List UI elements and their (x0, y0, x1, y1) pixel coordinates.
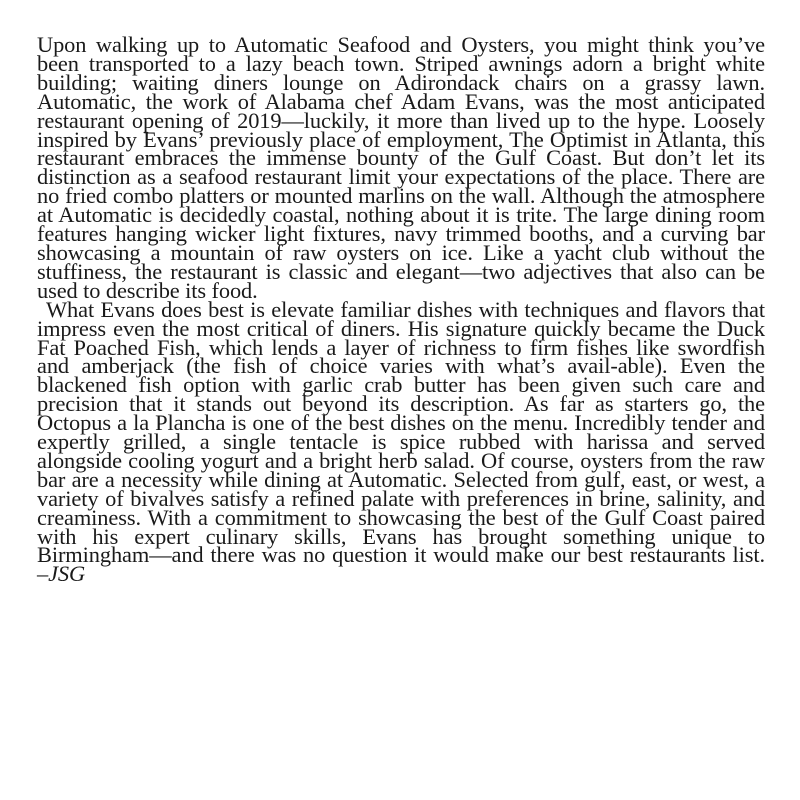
paragraph-review-text: What Evans does best is elevate familiar dishes with techniques and flavors that impress even the most critical of diners. His signature quickly became the Duck Fat Poached Fish, which lends a layer of richness to firm fishes like swordfish and amberjack (the fish of choice varies with what’s avail-able). Even the blackened fish option with garlic crab butter has been given such care and precision that it stands out beyond its description. As far as starters go, the Octopus a la Plancha is one of the best dishes on the menu. Incredibly tender and expertly grilled, a single tentacle is spice rubbed with harissa and served alongside cooling yogurt and a bright herb salad. Of course, oysters from the raw bar are a necessity while dining at Automatic. Selected from gulf, east, or west, a variety of bivalves satisfy a refined palate with preferences in brine, salinity, and creaminess. With a commitment to showcasing the best of the Gulf Coast paired with his expert culinary skills, Evans has brought something unique to Birmingham—and there was no question it would make our best restaurants list. (37, 296, 765, 568)
article-body (37, 32, 765, 587)
paragraph-review (37, 296, 765, 587)
paragraph-intro: Upon walking up to Automatic Seafood and Oysters, you might think you’ve been transported to a lazy beach town. Striped awnings adorn a bright white building; waiting diners lounge on Adirondack chairs on a grassy lawn. Automatic, the work of Alabama chef Adam Evans, was the most anticipated restaurant opening of 2019—luckily, it more than lived up to the hype. Loosely inspired by Evans’ previously place of employment, The Optimist in Atlanta, this restaurant embraces the immense bounty of the Gulf Coast. But don’t let its distinction as a seafood restaurant limit your expectations of the place. There are no fried combo platters or mounted marlins on the wall. Although the atmosphere at Automatic is decidedly coastal, nothing about it is trite. The large dining room features hanging wicker light fixtures, navy trimmed booths, and a curving bar showcasing a mountain of raw oysters on ice. Like a yacht club without the stuffiness, the restaurant is classic and elegant—two adjectives that also can be used to describe its food. (37, 32, 765, 303)
author-signature: –JSG (37, 561, 86, 587)
